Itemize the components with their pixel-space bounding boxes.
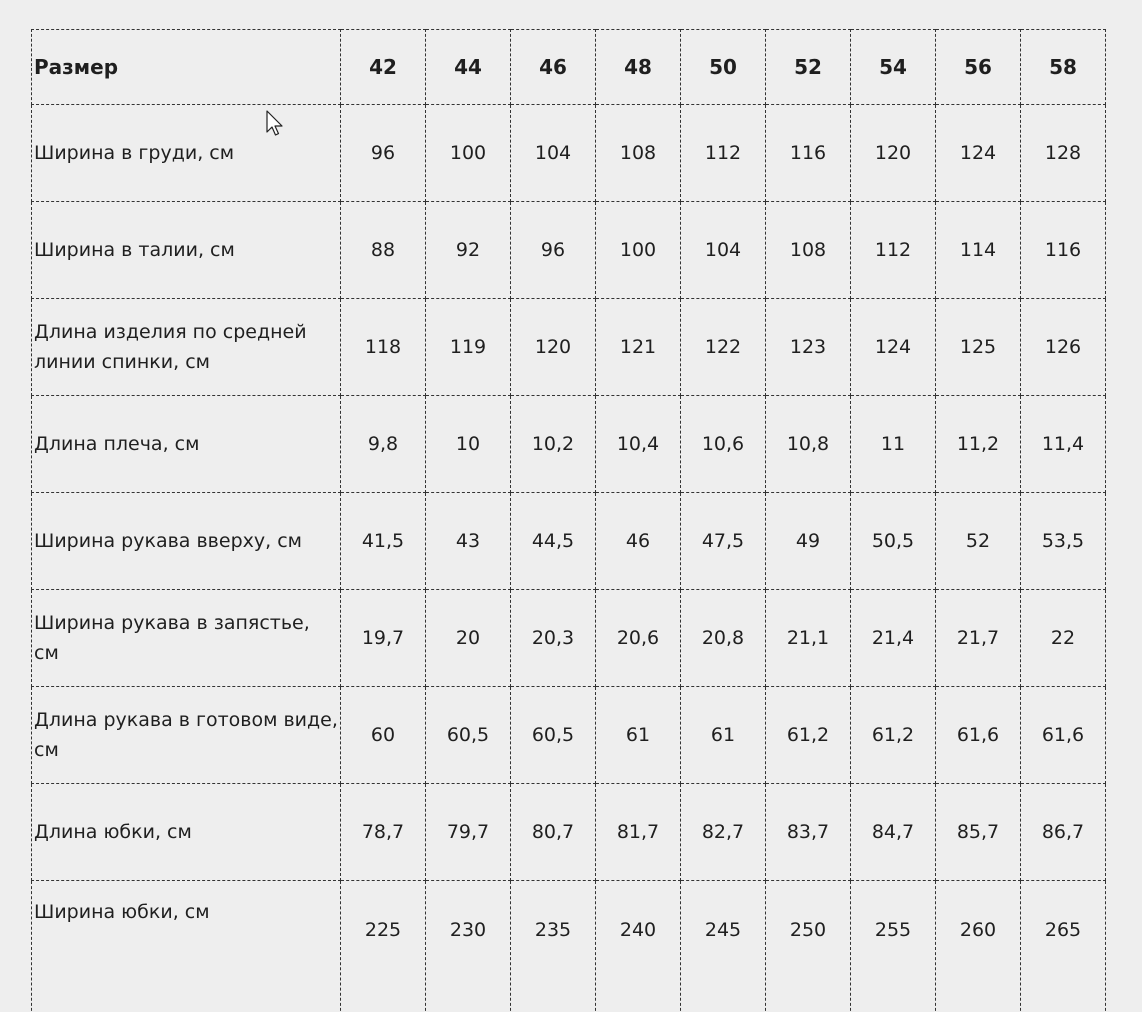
measurement-cell: 100 xyxy=(426,105,511,202)
header-size: 58 xyxy=(1021,30,1106,105)
measurement-cell: 20 xyxy=(426,590,511,687)
measurement-cell: 119 xyxy=(426,299,511,396)
measurement-cell: 81,7 xyxy=(596,784,681,881)
measurement-cell: 60,5 xyxy=(426,687,511,784)
header-size: 44 xyxy=(426,30,511,105)
measurement-cell: 255 xyxy=(851,881,936,1012)
measurement-cell: 108 xyxy=(596,105,681,202)
measurement-cell: 124 xyxy=(851,299,936,396)
measurement-cell: 82,7 xyxy=(681,784,766,881)
measurement-cell: 92 xyxy=(426,202,511,299)
measurement-cell: 44,5 xyxy=(511,493,596,590)
row-label: Ширина юбки, см xyxy=(32,881,341,1012)
measurement-cell: 21,7 xyxy=(936,590,1021,687)
measurement-cell: 10,8 xyxy=(766,396,851,493)
measurement-cell: 20,8 xyxy=(681,590,766,687)
measurement-cell: 122 xyxy=(681,299,766,396)
measurement-cell: 104 xyxy=(681,202,766,299)
row-label: Длина изделия по средней линии спинки, см xyxy=(32,299,341,396)
table-row xyxy=(32,105,1106,202)
measurement-cell: 83,7 xyxy=(766,784,851,881)
measurement-cell: 96 xyxy=(511,202,596,299)
measurement-cell: 123 xyxy=(766,299,851,396)
row-label: Длина рукава в готовом виде, см xyxy=(32,687,341,784)
row-label: Ширина рукава вверху, см xyxy=(32,493,341,590)
measurement-cell: 235 xyxy=(511,881,596,1012)
measurement-cell: 11 xyxy=(851,396,936,493)
table-row xyxy=(32,784,1106,881)
measurement-cell: 53,5 xyxy=(1021,493,1106,590)
measurement-cell: 225 xyxy=(341,881,426,1012)
measurement-cell: 85,7 xyxy=(936,784,1021,881)
measurement-cell: 265 xyxy=(1021,881,1106,1012)
header-label: Размер xyxy=(32,30,341,105)
table-row xyxy=(32,881,1106,1012)
measurement-cell: 50,5 xyxy=(851,493,936,590)
measurement-cell: 120 xyxy=(511,299,596,396)
measurement-cell: 43 xyxy=(426,493,511,590)
measurement-cell: 21,1 xyxy=(766,590,851,687)
row-label: Ширина в груди, см xyxy=(32,105,341,202)
measurement-cell: 116 xyxy=(766,105,851,202)
measurement-cell: 10 xyxy=(426,396,511,493)
measurement-cell: 118 xyxy=(341,299,426,396)
measurement-cell: 250 xyxy=(766,881,851,1012)
measurement-cell: 61,2 xyxy=(851,687,936,784)
row-label: Длина юбки, см xyxy=(32,784,341,881)
measurement-cell: 9,8 xyxy=(341,396,426,493)
header-row xyxy=(32,30,1106,105)
measurement-cell: 20,3 xyxy=(511,590,596,687)
measurement-cell: 61 xyxy=(681,687,766,784)
measurement-cell: 79,7 xyxy=(426,784,511,881)
measurement-cell: 10,2 xyxy=(511,396,596,493)
table-row xyxy=(32,590,1106,687)
measurement-cell: 116 xyxy=(1021,202,1106,299)
measurement-cell: 100 xyxy=(596,202,681,299)
measurement-cell: 124 xyxy=(936,105,1021,202)
measurement-cell: 11,4 xyxy=(1021,396,1106,493)
measurement-cell: 96 xyxy=(341,105,426,202)
table-row xyxy=(32,396,1106,493)
measurement-cell: 61,6 xyxy=(1021,687,1106,784)
measurement-cell: 20,6 xyxy=(596,590,681,687)
measurement-cell: 61,6 xyxy=(936,687,1021,784)
measurement-cell: 49 xyxy=(766,493,851,590)
header-size: 54 xyxy=(851,30,936,105)
measurement-cell: 230 xyxy=(426,881,511,1012)
measurement-cell: 260 xyxy=(936,881,1021,1012)
measurement-cell: 11,2 xyxy=(936,396,1021,493)
table-row xyxy=(32,202,1106,299)
table-row xyxy=(32,687,1106,784)
header-size: 48 xyxy=(596,30,681,105)
measurement-cell: 88 xyxy=(341,202,426,299)
header-size: 50 xyxy=(681,30,766,105)
size-table xyxy=(31,29,1106,1012)
measurement-cell: 60 xyxy=(341,687,426,784)
measurement-cell: 47,5 xyxy=(681,493,766,590)
header-size: 56 xyxy=(936,30,1021,105)
measurement-cell: 10,4 xyxy=(596,396,681,493)
measurement-cell: 10,6 xyxy=(681,396,766,493)
row-label: Длина плеча, см xyxy=(32,396,341,493)
measurement-cell: 61 xyxy=(596,687,681,784)
header-size: 52 xyxy=(766,30,851,105)
measurement-cell: 112 xyxy=(681,105,766,202)
measurement-cell: 46 xyxy=(596,493,681,590)
measurement-cell: 128 xyxy=(1021,105,1106,202)
measurement-cell: 84,7 xyxy=(851,784,936,881)
measurement-cell: 240 xyxy=(596,881,681,1012)
size-chart xyxy=(31,29,1106,1012)
measurement-cell: 121 xyxy=(596,299,681,396)
measurement-cell: 125 xyxy=(936,299,1021,396)
table-row xyxy=(32,299,1106,396)
header-size: 42 xyxy=(341,30,426,105)
row-label: Ширина рукава в запястье, см xyxy=(32,590,341,687)
row-label: Ширина в талии, см xyxy=(32,202,341,299)
measurement-cell: 112 xyxy=(851,202,936,299)
measurement-cell: 120 xyxy=(851,105,936,202)
measurement-cell: 21,4 xyxy=(851,590,936,687)
measurement-cell: 114 xyxy=(936,202,1021,299)
header-size: 46 xyxy=(511,30,596,105)
measurement-cell: 41,5 xyxy=(341,493,426,590)
measurement-cell: 104 xyxy=(511,105,596,202)
measurement-cell: 86,7 xyxy=(1021,784,1106,881)
measurement-cell: 108 xyxy=(766,202,851,299)
measurement-cell: 80,7 xyxy=(511,784,596,881)
table-row xyxy=(32,493,1106,590)
measurement-cell: 52 xyxy=(936,493,1021,590)
measurement-cell: 19,7 xyxy=(341,590,426,687)
measurement-cell: 60,5 xyxy=(511,687,596,784)
measurement-cell: 126 xyxy=(1021,299,1106,396)
measurement-cell: 22 xyxy=(1021,590,1106,687)
measurement-cell: 61,2 xyxy=(766,687,851,784)
measurement-cell: 245 xyxy=(681,881,766,1012)
measurement-cell: 78,7 xyxy=(341,784,426,881)
